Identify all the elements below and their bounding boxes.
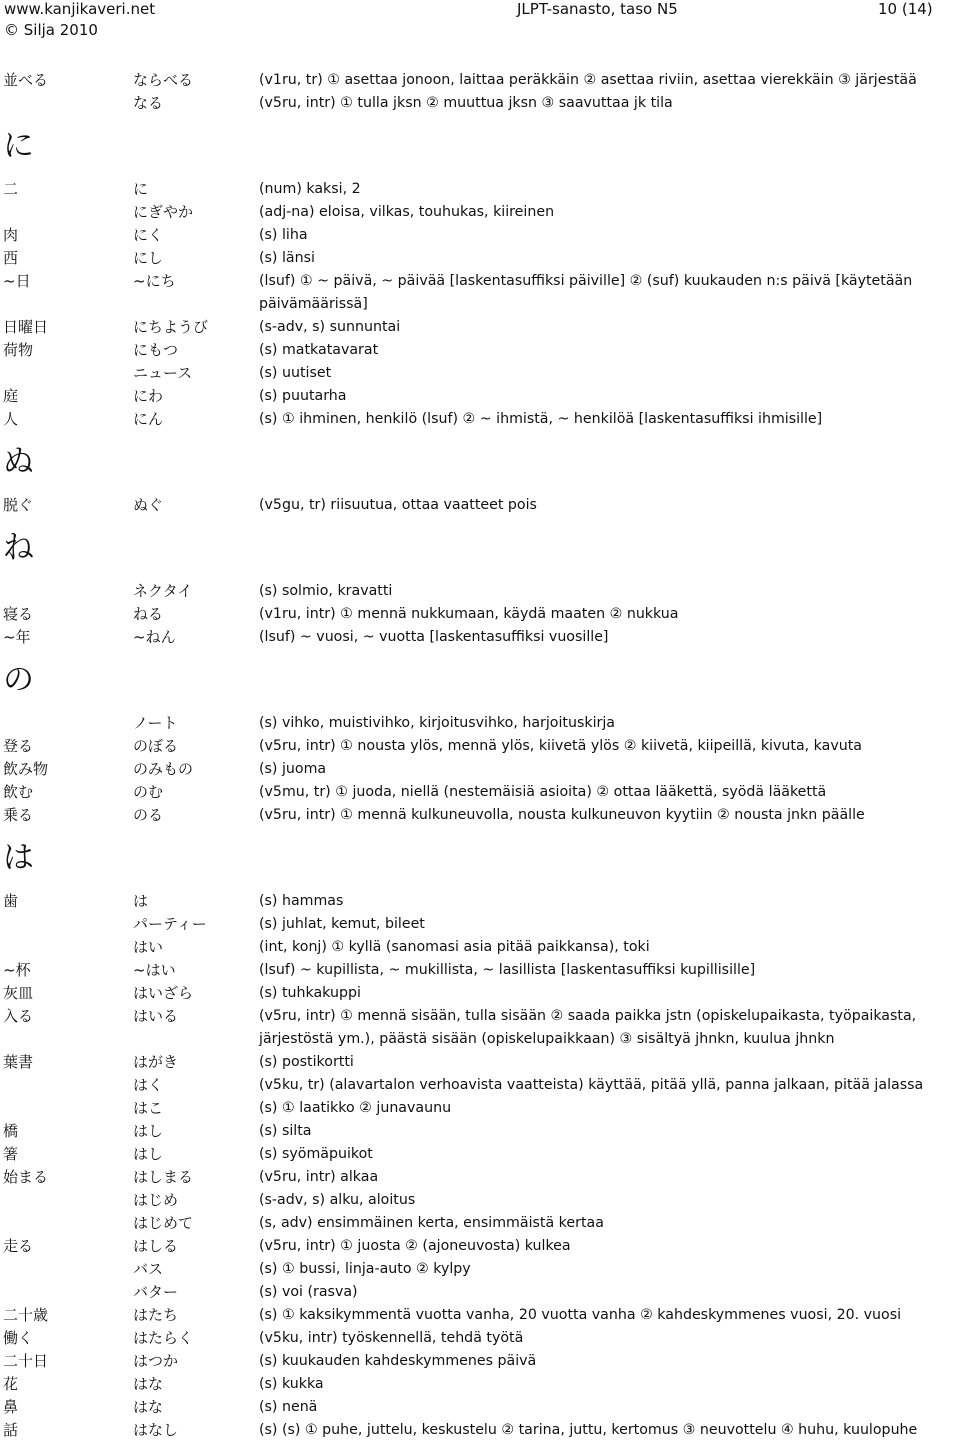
- entry-definition: [259, 913, 956, 936]
- vocab-entry: [0, 1235, 960, 1258]
- entry-definition: [259, 1327, 956, 1350]
- entry-definition: [259, 735, 956, 758]
- entry-definition: [259, 1235, 956, 1258]
- entry-kanji: 飲み物: [3, 760, 49, 778]
- entry-kanji: 歯: [3, 892, 19, 910]
- entry-definition: [259, 1350, 956, 1373]
- entry-kanji: 橋: [3, 1122, 19, 1140]
- entry-definition: [259, 603, 956, 626]
- definition-line: (s) liha: [259, 227, 308, 243]
- definition-line: (v5ru, intr) ① tulla jksn ② muuttua jksn ③ saavuttaa jk tila: [259, 95, 673, 111]
- entry-definition: [259, 201, 956, 224]
- entry-kanji: 二十日: [3, 1352, 49, 1370]
- entry-reading: はく: [133, 1076, 164, 1094]
- definition-line: (v1ru, tr) ① asettaa jonoon, laittaa peräkkäin ② asettaa riviin, asettaa vierekkäin ③ järjestää: [259, 72, 917, 88]
- entry-kanji: 西: [3, 249, 19, 267]
- definition-line: (v5ku, tr) (alavartalon verhoavista vaatteista) käyttää, pitää yllä, panna jalkaan, pitää jalassa: [259, 1077, 924, 1093]
- definition-line: (s) matkatavarat: [259, 342, 379, 358]
- vocab-entry: [0, 1212, 960, 1235]
- definition-line: (s) nenä: [259, 1399, 318, 1415]
- entry-definition: [259, 1212, 956, 1235]
- entry-definition: [259, 339, 956, 362]
- vocab-entry: [0, 339, 960, 362]
- entry-reading: はいる: [133, 1007, 179, 1025]
- vocab-entry: [0, 804, 960, 827]
- entry-definition: [259, 1396, 956, 1419]
- vocab-entry: [0, 408, 960, 431]
- entry-kanji: 二: [3, 180, 19, 198]
- site-url[interactable]: www.kanjikaveri.net: [4, 0, 156, 18]
- entry-definition: [259, 1051, 956, 1074]
- entry-definition: [259, 92, 956, 115]
- entry-kanji: 人: [3, 410, 19, 428]
- vocab-entry: [0, 1327, 960, 1350]
- copyright: © Silja 2010: [4, 21, 98, 39]
- vocab-entry: [0, 982, 960, 1005]
- entry-reading: ~はい: [133, 961, 176, 979]
- vocab-entry: [0, 913, 960, 936]
- definition-line: (int, konj) ① kyllä (sanomasi asia pitää paikkansa), toki: [259, 939, 650, 955]
- entry-reading: なる: [133, 94, 164, 112]
- entry-reading: にもつ: [133, 341, 179, 359]
- entry-reading: はたち: [133, 1306, 179, 1324]
- entry-reading: のる: [133, 806, 164, 824]
- definition-line: (s) ① ihminen, henkilö (lsuf) ② ~ ihmistä, ~ henkilöä [laskentasuffiksi ihmisille]: [259, 411, 823, 427]
- entry-reading: パーティー: [133, 915, 207, 933]
- definition-line: (s) vihko, muistivihko, kirjoitusvihko, harjoituskirja: [259, 715, 615, 731]
- entry-kanji: ~年: [3, 628, 31, 646]
- definition-line: (s) silta: [259, 1123, 312, 1139]
- entry-reading: はい: [133, 938, 164, 956]
- definition-line: (s) (s) ① puhe, juttelu, keskustelu ② tarina, juttu, kertomus ③ neuvottelu ④ huhu, kuulopuhe: [259, 1422, 918, 1438]
- entry-kanji: 肉: [3, 226, 19, 244]
- entry-definition: [259, 712, 956, 735]
- vocab-entry: [0, 1258, 960, 1281]
- vocab-entry: [0, 224, 960, 247]
- definition-line: (v5gu, tr) riisuutua, ottaa vaatteet pois: [259, 497, 537, 513]
- definition-line: (s-adv, s) alku, aloitus: [259, 1192, 416, 1208]
- entry-kanji: ~日: [3, 272, 31, 290]
- definition-line: (s) solmio, kravatti: [259, 583, 393, 599]
- section-kana: に: [3, 128, 34, 164]
- entry-kanji: 話: [3, 1421, 19, 1439]
- document-title: JLPT-sanasto, taso N5: [517, 0, 678, 18]
- definition-line: (adj-na) eloisa, vilkas, touhukas, kiireinen: [259, 204, 555, 220]
- entry-definition: [259, 1097, 956, 1120]
- entry-reading: ~にち: [133, 272, 176, 290]
- entry-reading: にん: [133, 410, 164, 428]
- definition-line: (s) tuhkakuppi: [259, 985, 361, 1001]
- entry-reading: にく: [133, 226, 164, 244]
- entry-kanji: 飲む: [3, 783, 34, 801]
- entry-kanji: 荷物: [3, 341, 34, 359]
- entry-definition: [259, 580, 956, 603]
- vocab-entry: [0, 178, 960, 201]
- entry-reading: はなし: [133, 1421, 179, 1439]
- entry-definition: [259, 178, 956, 201]
- vocab-entry: [0, 712, 960, 735]
- section-kana: ね: [3, 530, 34, 566]
- entry-definition: [259, 69, 956, 92]
- entry-reading: にし: [133, 249, 164, 267]
- entry-definition: [259, 247, 956, 270]
- definition-line: (v5ru, intr) ① mennä sisään, tulla sisään ② saada paikka jstn (opiskelupaikasta, työpaikasta,: [259, 1008, 917, 1024]
- vocab-entry: [0, 362, 960, 385]
- vocab-entry: [0, 1143, 960, 1166]
- vocab-entry: [0, 385, 960, 408]
- entry-reading: はいざら: [133, 984, 194, 1002]
- vocab-entry: [0, 494, 960, 517]
- entry-definition: [259, 316, 956, 339]
- entry-reading: はし: [133, 1145, 164, 1163]
- entry-kanji: 箸: [3, 1145, 19, 1163]
- entry-reading: のぼる: [133, 737, 179, 755]
- entry-definition: [259, 224, 956, 247]
- entry-reading: はな: [133, 1375, 164, 1393]
- vocab-entry: [0, 1097, 960, 1120]
- entry-reading: はしまる: [133, 1168, 194, 1186]
- entry-reading: はじめて: [133, 1214, 194, 1232]
- entry-definition: [259, 1166, 956, 1189]
- entry-reading: ノート: [133, 714, 178, 732]
- entry-kanji: 庭: [3, 387, 19, 405]
- entry-kanji: 花: [3, 1375, 19, 1393]
- section-kana: の: [3, 662, 34, 698]
- vocab-entry: [0, 890, 960, 913]
- entry-kanji: 二十歳: [3, 1306, 49, 1324]
- definition-line: (s) puutarha: [259, 388, 347, 404]
- definition-line: (v5ru, intr) ① nousta ylös, mennä ylös, kiivetä ylös ② kiivetä, kiipeillä, kivuta, kavuta: [259, 738, 862, 754]
- entry-reading: のみもの: [133, 760, 194, 778]
- vocabulary-list: [0, 69, 960, 1442]
- entry-reading: にぎやか: [133, 203, 194, 221]
- definition-line: (s) kuukauden kahdeskymmenes päivä: [259, 1353, 537, 1369]
- entry-kanji: 灰皿: [3, 984, 34, 1002]
- vocab-entry: [0, 626, 960, 649]
- vocab-entry: [0, 735, 960, 758]
- definition-line: (v1ru, intr) ① mennä nukkumaan, käydä maaten ② nukkua: [259, 606, 679, 622]
- entry-definition: [259, 1005, 956, 1051]
- entry-definition: [259, 494, 956, 517]
- entry-definition: [259, 890, 956, 913]
- entry-definition: [259, 982, 956, 1005]
- vocab-entry: [0, 270, 960, 316]
- vocab-entry: [0, 758, 960, 781]
- entry-reading: にわ: [133, 387, 164, 405]
- vocab-entry: [0, 1166, 960, 1189]
- vocab-entry: [0, 1005, 960, 1051]
- definition-line: (s) kukka: [259, 1376, 324, 1392]
- entry-definition: [259, 1304, 956, 1327]
- entry-reading: バター: [133, 1283, 179, 1301]
- definition-line: (v5ru, intr) ① mennä kulkuneuvolla, nousta kulkuneuvon kyytiin ② nousta jnkn päälle: [259, 807, 865, 823]
- vocab-entry: [0, 1051, 960, 1074]
- entry-reading: のむ: [133, 783, 164, 801]
- entry-kanji: 並べる: [3, 71, 49, 89]
- entry-definition: [259, 1189, 956, 1212]
- entry-kanji: 葉書: [3, 1053, 34, 1071]
- vocab-entry: [0, 1189, 960, 1212]
- entry-reading: は: [133, 892, 149, 910]
- entry-reading: はたらく: [133, 1329, 194, 1347]
- definition-line: (s) juoma: [259, 761, 327, 777]
- vocab-entry: [0, 580, 960, 603]
- vocab-entry: [0, 959, 960, 982]
- entry-definition: [259, 781, 956, 804]
- entry-definition: [259, 804, 956, 827]
- entry-definition: [259, 1373, 956, 1396]
- entry-definition: [259, 1143, 956, 1166]
- entry-reading: はじめ: [133, 1191, 179, 1209]
- entry-reading: はがき: [133, 1053, 179, 1071]
- entry-kanji: 鼻: [3, 1398, 19, 1416]
- definition-line: (s) länsi: [259, 250, 315, 266]
- entry-reading: はし: [133, 1122, 164, 1140]
- entry-reading: ~ねん: [133, 628, 176, 646]
- definition-line-continued: päivämäärissä]: [259, 296, 368, 312]
- definition-line: (s-adv, s) sunnuntai: [259, 319, 401, 335]
- vocab-entry: [0, 1281, 960, 1304]
- definition-line: (s) hammas: [259, 893, 344, 909]
- definition-line: (v5ru, intr) alkaa: [259, 1169, 379, 1185]
- entry-kanji: 始まる: [3, 1168, 49, 1186]
- entry-definition: [259, 758, 956, 781]
- entry-kanji: ~杯: [3, 961, 31, 979]
- vocab-entry: [0, 247, 960, 270]
- vocab-entry: [0, 1419, 960, 1442]
- vocab-entry: [0, 1350, 960, 1373]
- vocab-entry: [0, 92, 960, 115]
- entry-reading: ぬぐ: [133, 496, 164, 514]
- section-heading: [0, 649, 960, 712]
- section-heading: [0, 115, 960, 178]
- section-heading: [0, 827, 960, 890]
- entry-definition: [259, 362, 956, 385]
- definition-line: (s) uutiset: [259, 365, 332, 381]
- entry-kanji: 日曜日: [3, 318, 49, 336]
- entry-definition: [259, 408, 956, 431]
- section-kana: は: [3, 840, 34, 876]
- section-heading: [0, 431, 960, 494]
- vocab-entry: [0, 603, 960, 626]
- definition-line: (s) syömäpuikot: [259, 1146, 373, 1162]
- definition-line: (v5mu, tr) ① juoda, niellä (nestemäisiä asioita) ② ottaa lääkettä, syödä lääkettä: [259, 784, 827, 800]
- vocab-entry: [0, 781, 960, 804]
- vocab-entry: [0, 1120, 960, 1143]
- page-number: 10 (14): [878, 0, 933, 18]
- definition-line: (s, adv) ensimmäinen kerta, ensimmäistä kertaa: [259, 1215, 604, 1231]
- entry-kanji: 寝る: [3, 605, 34, 623]
- definition-line: (s) voi (rasva): [259, 1284, 358, 1300]
- entry-reading: ねる: [133, 605, 164, 623]
- definition-line: (lsuf) ~ vuosi, ~ vuotta [laskentasuffiksi vuosille]: [259, 629, 609, 645]
- entry-reading: ネクタイ: [133, 582, 193, 600]
- section-heading: [0, 517, 960, 580]
- entry-reading: に: [133, 180, 149, 198]
- entry-kanji: 登る: [3, 737, 34, 755]
- entry-definition: [259, 626, 956, 649]
- definition-line-continued: järjestöstä ym.), päästä sisään (opiskelupaikkaan) ③ sisältyä jhnkn, kuulua jhnkn: [259, 1031, 835, 1047]
- vocab-entry: [0, 1304, 960, 1327]
- entry-definition: [259, 936, 956, 959]
- definition-line: (lsuf) ~ kupillista, ~ mukillista, ~ lasillista [laskentasuffiksi kupillisille]: [259, 962, 756, 978]
- entry-reading: はな: [133, 1398, 164, 1416]
- entry-definition: [259, 1074, 956, 1097]
- entry-definition: [259, 1419, 956, 1442]
- vocab-entry: [0, 1074, 960, 1097]
- entry-reading: はこ: [133, 1099, 164, 1117]
- vocab-entry: [0, 316, 960, 339]
- entry-definition: [259, 270, 956, 316]
- definition-line: (num) kaksi, 2: [259, 181, 361, 197]
- definition-line: (v5ru, intr) ① juosta ② (ajoneuvosta) kulkea: [259, 1238, 571, 1254]
- entry-reading: ならべる: [133, 71, 194, 89]
- entry-kanji: 脱ぐ: [3, 496, 34, 514]
- entry-reading: にちようび: [133, 318, 209, 336]
- entry-definition: [259, 385, 956, 408]
- entry-kanji: 入る: [3, 1007, 34, 1025]
- vocab-entry: [0, 69, 960, 92]
- entry-definition: [259, 1281, 956, 1304]
- definition-line: (lsuf) ① ~ päivä, ~ päivää [laskentasuffiksi päiville] ② (suf) kuukauden n:s päivä [käytetään: [259, 273, 913, 289]
- vocab-entry: [0, 1396, 960, 1419]
- vocab-entry: [0, 1373, 960, 1396]
- section-kana: ぬ: [3, 444, 34, 480]
- definition-line: (s) juhlat, kemut, bileet: [259, 916, 425, 932]
- page-header: [0, 0, 960, 44]
- entry-reading: はしる: [133, 1237, 179, 1255]
- entry-definition: [259, 1120, 956, 1143]
- definition-line: (s) ① laatikko ② junavaunu: [259, 1100, 452, 1116]
- entry-definition: [259, 1258, 956, 1281]
- vocab-entry: [0, 936, 960, 959]
- entry-reading: ニュース: [133, 364, 193, 382]
- vocab-entry: [0, 201, 960, 224]
- entry-kanji: 走る: [3, 1237, 34, 1255]
- entry-definition: [259, 959, 956, 982]
- definition-line: (s) ① bussi, linja-auto ② kylpy: [259, 1261, 471, 1277]
- definition-line: (v5ku, intr) työskennellä, tehdä työtä: [259, 1330, 524, 1346]
- entry-kanji: 乗る: [3, 806, 34, 824]
- definition-line: (s) postikortti: [259, 1054, 354, 1070]
- entry-reading: バス: [133, 1260, 164, 1278]
- entry-kanji: 働く: [3, 1329, 34, 1347]
- definition-line: (s) ① kaksikymmentä vuotta vanha, 20 vuotta vanha ② kahdeskymmenes vuosi, 20. vuosi: [259, 1307, 902, 1323]
- entry-reading: はつか: [133, 1352, 179, 1370]
